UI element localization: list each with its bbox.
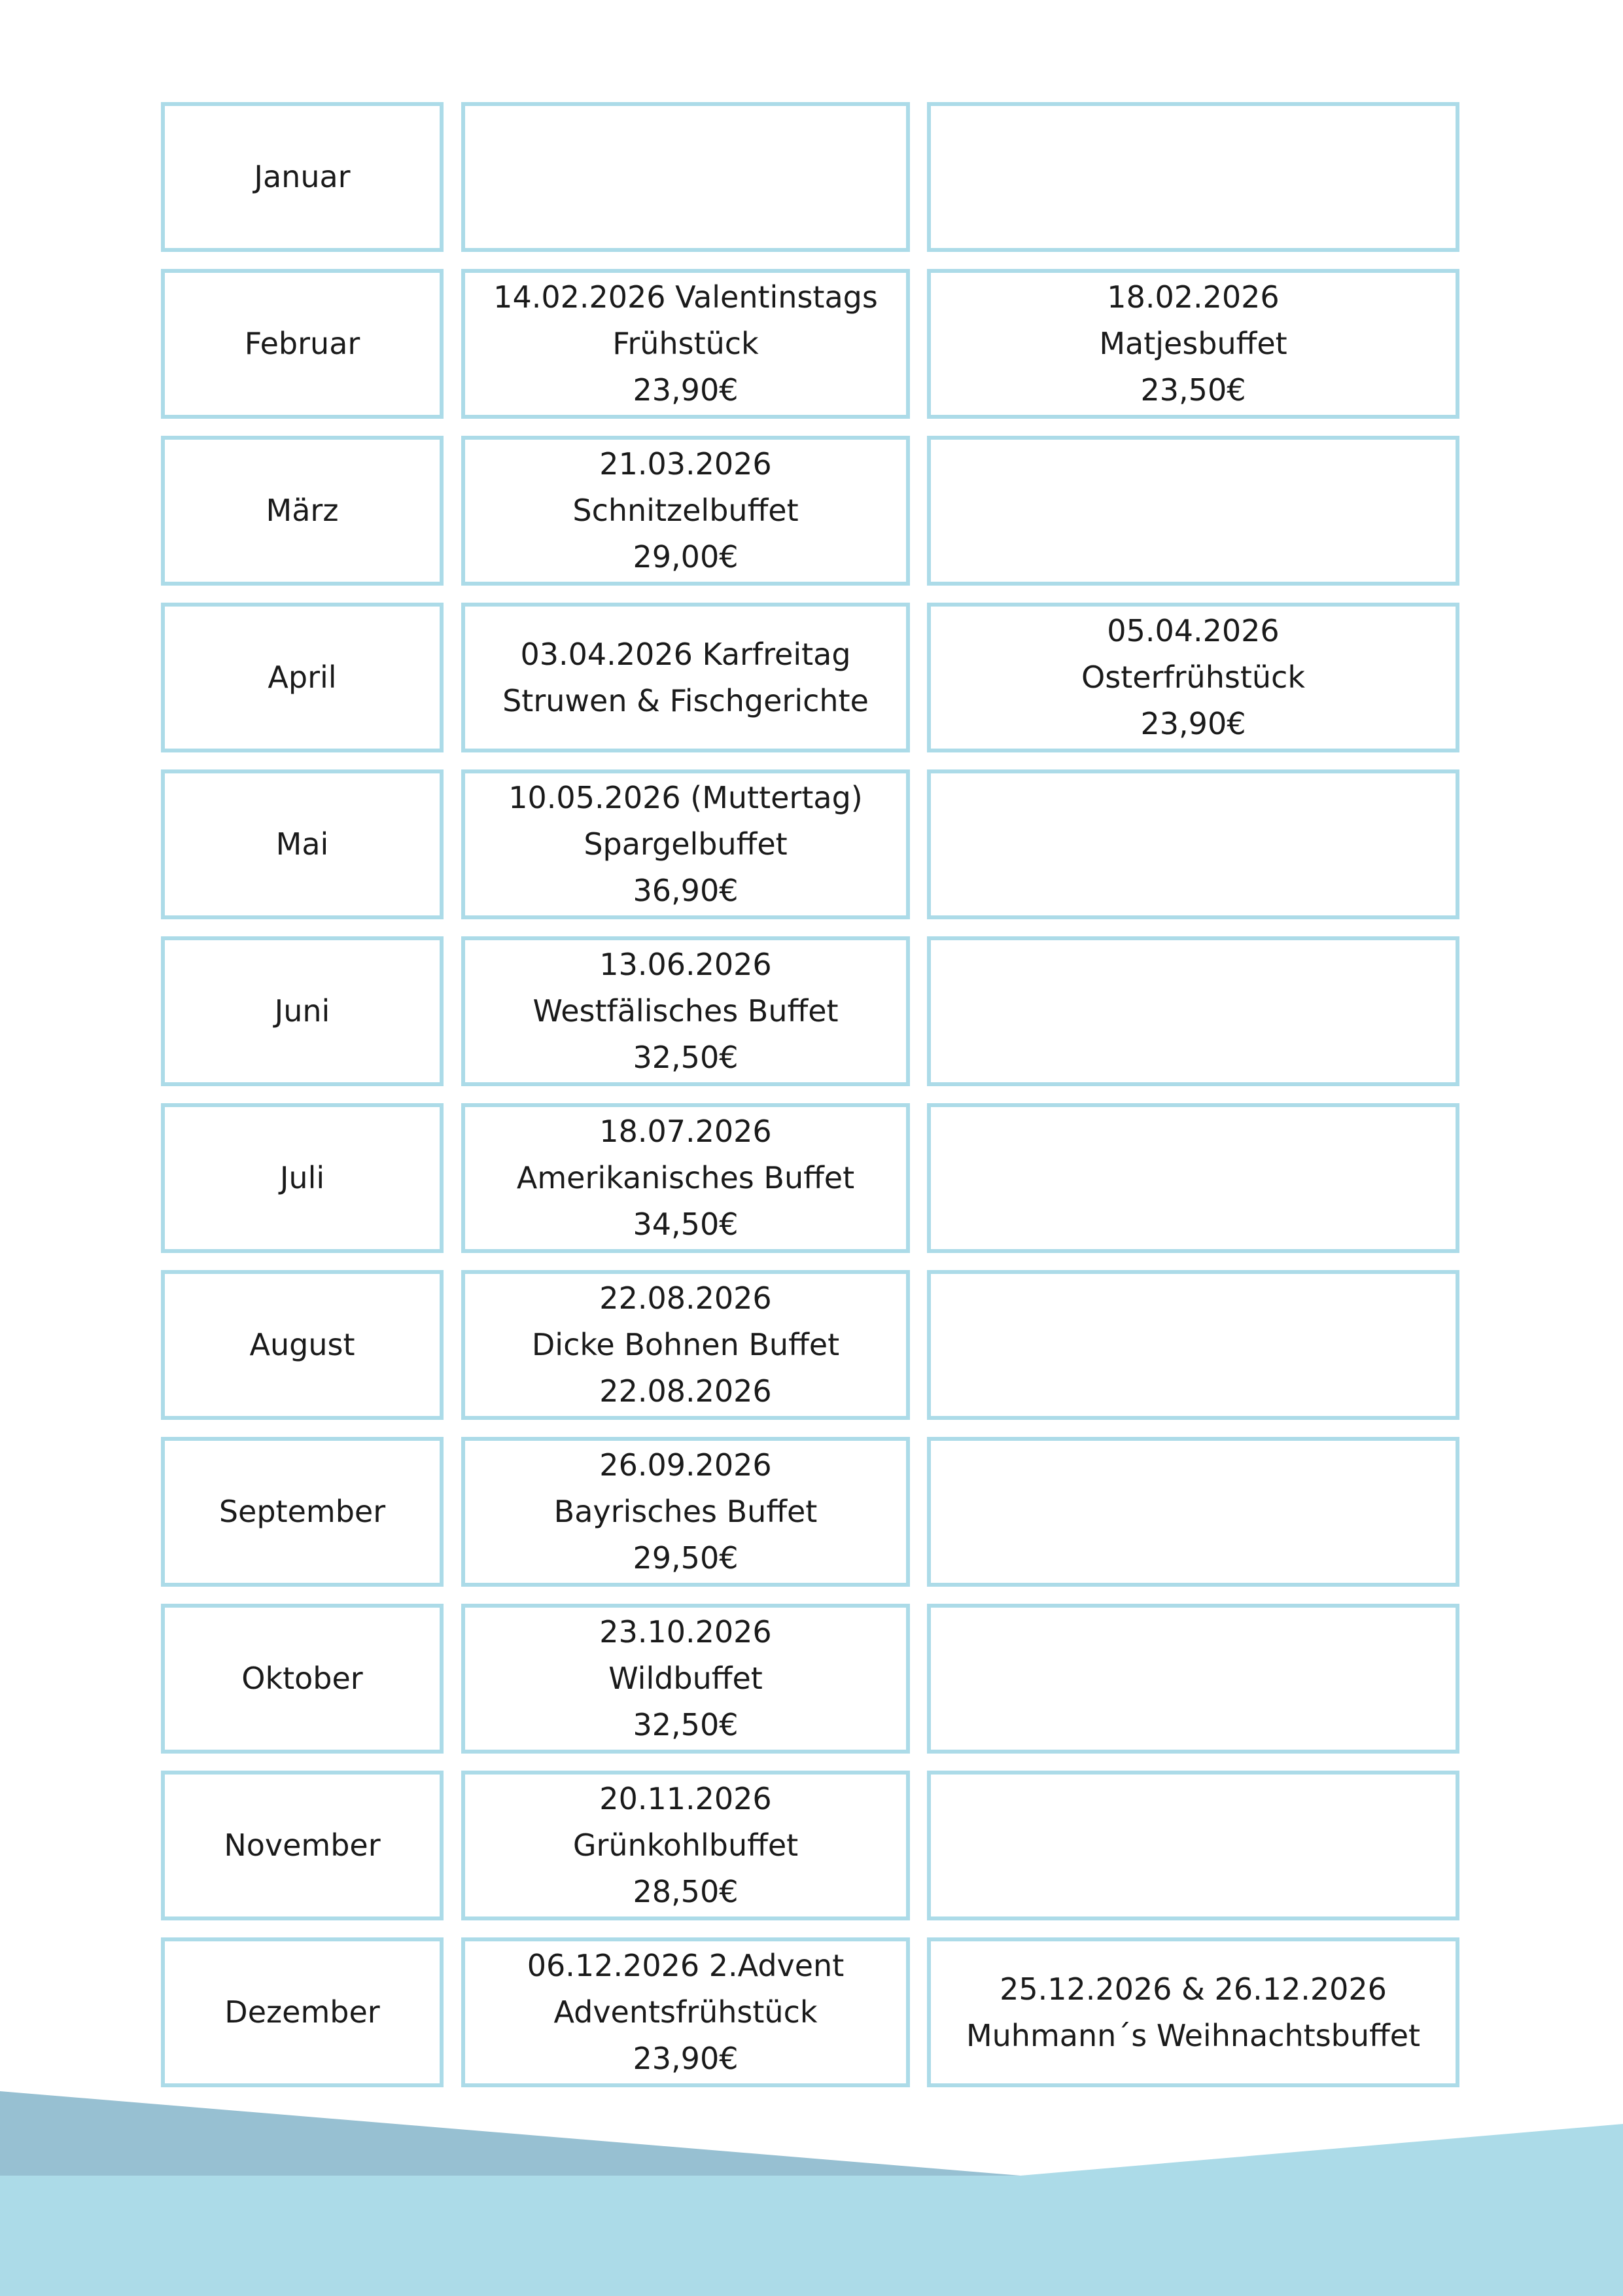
event-cell-primary <box>461 1937 910 2087</box>
month-cell <box>161 769 444 919</box>
event-cell-secondary <box>927 1771 1459 1920</box>
event-text-line: 22.08.2026 <box>599 1280 772 1316</box>
event-cell-primary <box>461 1437 910 1587</box>
event-text-line: 25.12.2026 & 26.12.2026 <box>1000 1971 1387 2007</box>
event-text-line: 23.10.2026 <box>599 1614 772 1650</box>
event-text-line: 20.11.2026 <box>599 1781 772 1816</box>
calendar-row <box>161 1437 1590 1587</box>
event-text-line: 32,50€ <box>633 1040 739 1075</box>
event-text-line: 23,90€ <box>633 372 739 408</box>
month-cell <box>161 1937 444 2087</box>
event-text-line: 14.02.2026 Valentinstags <box>493 279 878 315</box>
event-cell-secondary <box>927 769 1459 919</box>
event-cell-secondary <box>927 102 1459 252</box>
calendar-row <box>161 1270 1590 1420</box>
month-label: April <box>268 660 337 695</box>
month-label: September <box>218 1494 386 1529</box>
event-cell-secondary <box>927 1437 1459 1587</box>
calendar-row <box>161 102 1590 252</box>
month-cell <box>161 102 444 252</box>
event-text-line: Osterfrühstück <box>1081 660 1305 695</box>
month-cell <box>161 436 444 586</box>
event-text-line: Adventsfrühstück <box>553 1994 818 2030</box>
event-text-line: 03.04.2026 Karfreitag <box>520 636 851 672</box>
month-label: Juni <box>274 993 330 1029</box>
event-text-line: Spargelbuffet <box>584 826 788 862</box>
event-cell-secondary <box>927 269 1459 419</box>
month-cell <box>161 1771 444 1920</box>
event-cell-primary <box>461 769 910 919</box>
month-label: November <box>224 1828 381 1863</box>
event-cell-primary <box>461 1604 910 1754</box>
event-text-line: 05.04.2026 <box>1107 613 1280 648</box>
event-text-line: 13.06.2026 <box>599 947 772 982</box>
event-text-line: 29,00€ <box>633 539 739 574</box>
event-text-line: Muhmann´s Weihnachtsbuffet <box>966 2017 1421 2053</box>
event-cell-secondary <box>927 1604 1459 1754</box>
month-label: Januar <box>254 159 351 194</box>
footer-dark-wedge <box>0 2091 1021 2176</box>
event-cell-primary <box>461 269 910 419</box>
event-text-line: 23,50€ <box>1140 372 1246 408</box>
event-text-line: Dicke Bohnen Buffet <box>531 1327 840 1362</box>
event-text-line: 18.02.2026 <box>1107 279 1280 315</box>
month-label: März <box>266 493 339 528</box>
event-text-line: Wildbuffet <box>608 1661 763 1696</box>
event-text-line: Struwen & Fischgerichte <box>502 682 869 718</box>
event-text-line: 06.12.2026 2.Advent <box>527 1948 845 1983</box>
calendar-row <box>161 603 1590 752</box>
month-cell <box>161 1437 444 1587</box>
calendar-row <box>161 1771 1590 1920</box>
month-cell <box>161 1103 444 1253</box>
month-cell <box>161 269 444 419</box>
calendar-row <box>161 1604 1590 1754</box>
event-cell-secondary <box>927 603 1459 752</box>
event-cell-primary <box>461 1270 910 1420</box>
event-cell-secondary <box>927 1937 1459 2087</box>
calendar-row <box>161 1937 1590 2087</box>
month-label: Juli <box>279 1160 325 1195</box>
event-cell-primary <box>461 603 910 752</box>
event-text-line: 10.05.2026 (Muttertag) <box>508 780 863 815</box>
footer-decoration <box>0 2081 1623 2296</box>
event-text-line: 23,90€ <box>1140 706 1246 741</box>
event-cell-secondary <box>927 1103 1459 1253</box>
event-text-line: Grünkohlbuffet <box>572 1828 799 1863</box>
month-label: Mai <box>275 826 329 862</box>
event-text-line: 29,50€ <box>633 1540 739 1576</box>
month-cell <box>161 1270 444 1420</box>
month-label: Februar <box>244 326 360 361</box>
event-text-line: Matjesbuffet <box>1099 326 1287 361</box>
event-text-line: 28,50€ <box>633 1874 739 1909</box>
calendar-row <box>161 436 1590 586</box>
event-cell-secondary <box>927 936 1459 1086</box>
event-calendar-grid <box>161 102 1590 2104</box>
event-text-line: 23,90€ <box>633 2041 739 2076</box>
event-cell-secondary <box>927 436 1459 586</box>
calendar-row <box>161 936 1590 1086</box>
event-text-line: 21.03.2026 <box>599 446 772 482</box>
event-cell-primary <box>461 102 910 252</box>
event-text-line: Frühstück <box>612 326 759 361</box>
event-text-line: 32,50€ <box>633 1707 739 1742</box>
calendar-row <box>161 269 1590 419</box>
month-cell <box>161 603 444 752</box>
month-label: August <box>249 1327 355 1362</box>
month-cell <box>161 936 444 1086</box>
event-cell-secondary <box>927 1270 1459 1420</box>
month-cell <box>161 1604 444 1754</box>
event-text-line: Westfälisches Buffet <box>532 993 839 1029</box>
month-label: Dezember <box>224 1994 380 2030</box>
event-text-line: Amerikanisches Buffet <box>516 1160 855 1195</box>
month-label: Oktober <box>241 1661 363 1696</box>
event-cell-primary <box>461 1771 910 1920</box>
event-text-line: Bayrisches Buffet <box>553 1494 818 1529</box>
calendar-row <box>161 769 1590 919</box>
event-text-line: 36,90€ <box>633 873 739 908</box>
event-text-line: Schnitzelbuffet <box>572 493 799 528</box>
event-text-line: 22.08.2026 <box>599 1373 772 1409</box>
event-cell-primary <box>461 1103 910 1253</box>
event-cell-primary <box>461 936 910 1086</box>
event-cell-primary <box>461 436 910 586</box>
calendar-row <box>161 1103 1590 1253</box>
event-text-line: 26.09.2026 <box>599 1447 772 1483</box>
event-text-line: 18.07.2026 <box>599 1114 772 1149</box>
event-text-line: 34,50€ <box>633 1207 739 1242</box>
